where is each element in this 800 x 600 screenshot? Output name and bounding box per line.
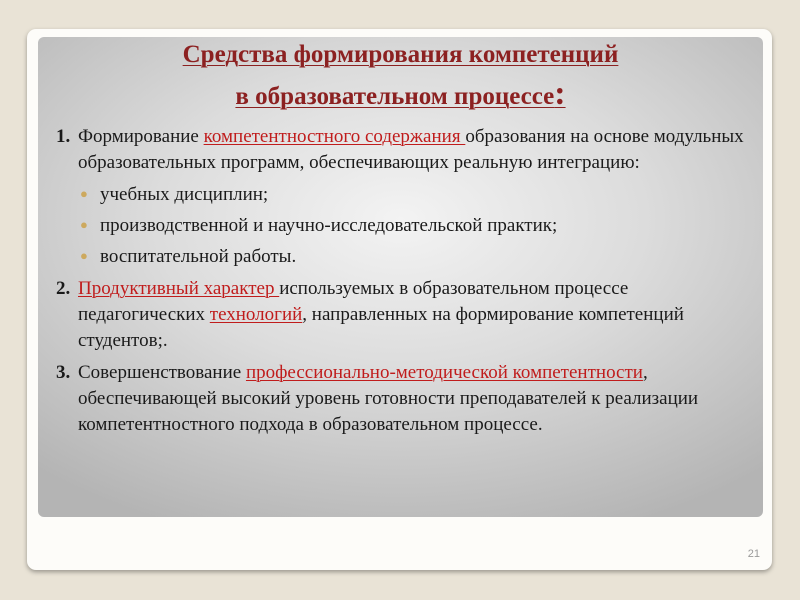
bullet-text: производственной и научно-исследовательской практик; [100, 215, 558, 236]
list-item-3 [56, 360, 756, 438]
bullet-list [56, 182, 756, 270]
item-text-before: Формирование [78, 126, 204, 147]
list-item-1 [56, 124, 756, 176]
page-number: 21 [747, 548, 760, 560]
item-text-after-2: , направленных на формирование компетенций студентов;. [78, 304, 684, 351]
item-highlight-link-2[interactable]: технологий [209, 304, 303, 325]
item-highlight-link[interactable]: профессионально-методической компетентности [245, 362, 643, 383]
item-text-after: , обеспечивающей высокий уровень готовности преподавателей к реализации компетентностного подхода в образовательном процессе. [78, 362, 699, 435]
item-highlight-link[interactable]: Продуктивный характер [78, 278, 280, 299]
list-item-2 [56, 276, 756, 354]
item-number: 2. [56, 278, 71, 299]
slide-title-line2 [38, 75, 763, 112]
slide-body [56, 124, 756, 444]
item-highlight-link[interactable]: компетентностного содержания [203, 126, 466, 147]
bullet-dot-icon: ● [80, 248, 88, 263]
bullet-dot-icon: ● [80, 186, 88, 201]
bullet-dot-icon: ● [80, 217, 88, 232]
slide-title-line1: Средства формирования компетенций [182, 41, 619, 68]
item-number: 3. [56, 362, 71, 383]
item-number: 1. [56, 126, 71, 147]
bullet-text: учебных дисциплин; [100, 184, 269, 205]
bullet-item [56, 213, 756, 239]
bullet-text: воспитательной работы. [100, 246, 297, 267]
bullet-item [56, 244, 756, 270]
bullet-item [56, 182, 756, 208]
item-text-after: используемых в образовательном процессе педагогических [78, 278, 629, 325]
item-text-before: Совершенствование [78, 362, 246, 383]
slide-title-colon: : [554, 75, 566, 112]
slide-title-line2-text: в образовательном процессе [235, 83, 555, 110]
item-text-after: образования на основе модульных образовательных программ, обеспечивающих реальную интеграцию: [78, 126, 744, 173]
